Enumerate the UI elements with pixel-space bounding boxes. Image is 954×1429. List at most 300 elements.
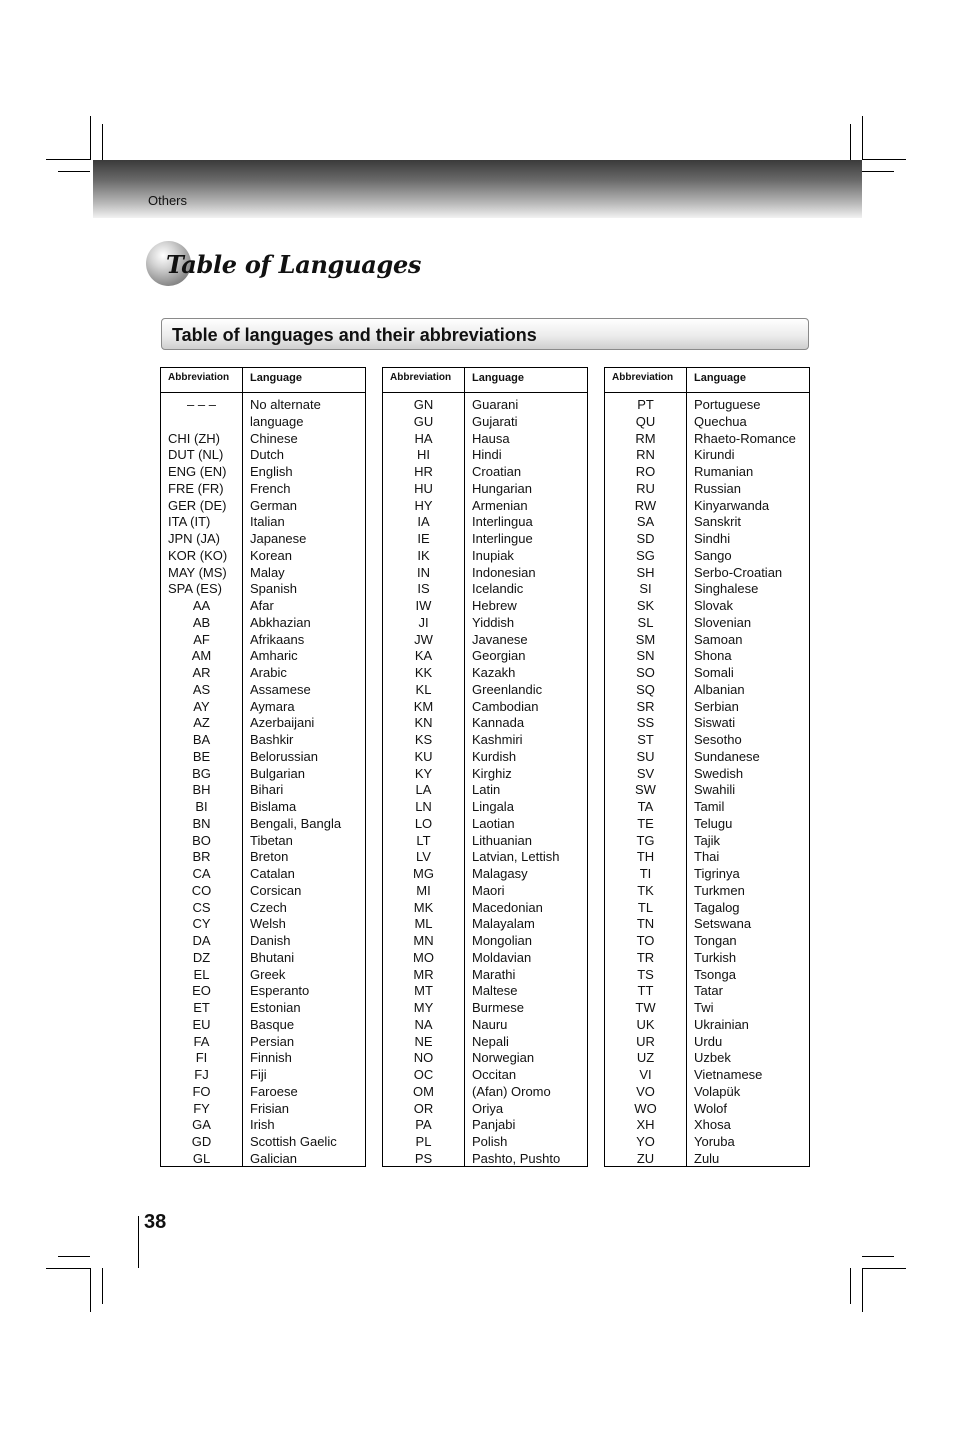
abbreviation-cell: LA — [415, 782, 432, 798]
abbreviation-cell: BI — [195, 799, 208, 814]
table-row — [383, 699, 587, 716]
language-cell: Estonian — [250, 1000, 301, 1015]
language-cell: Abkhazian — [250, 614, 311, 630]
abbreviation-cell: NE — [414, 1033, 433, 1049]
abbreviation-cell: ENG (EN) — [168, 464, 227, 479]
abbreviation-cell: TH — [636, 849, 655, 865]
table-row — [605, 699, 809, 716]
language-cell: Persian — [250, 1033, 295, 1049]
language-cell: Scottish Gaelic — [250, 1134, 337, 1149]
abbreviation-cell: EL — [193, 966, 210, 982]
abbreviation-cell: SD — [636, 531, 655, 546]
table-row — [383, 883, 587, 900]
language-cell: Marathi — [472, 966, 516, 982]
language-cell: Kashmiri — [472, 732, 523, 747]
language-cell: Siswati — [694, 715, 736, 731]
table-row — [383, 1067, 587, 1084]
language-cell: Wolof — [694, 1100, 727, 1116]
language-cell: Swedish — [694, 765, 744, 781]
language-cell: Oriya — [472, 1100, 504, 1116]
table-row — [161, 581, 365, 598]
table-row — [161, 648, 365, 665]
abbreviation-cell: NO — [413, 1050, 434, 1066]
language-cell: Latvian, Lettish — [472, 849, 560, 865]
table-row — [605, 665, 809, 682]
language-cell: Ukrainian — [694, 1016, 749, 1032]
table-row — [383, 950, 587, 967]
table-row — [383, 581, 587, 598]
language-cell: Kurdish — [472, 748, 517, 764]
abbreviation-cell: VO — [636, 1083, 655, 1099]
table-row — [383, 531, 587, 548]
abbreviation-cell: OR — [413, 1100, 434, 1116]
abbreviation-cell: AB — [192, 614, 211, 630]
abbreviation-cell: SM — [635, 631, 656, 647]
language-cell: Latin — [472, 782, 501, 798]
table-row — [605, 1017, 809, 1034]
language-cell: Faroese — [250, 1083, 298, 1099]
table-row — [161, 916, 365, 933]
language-cell: Malay — [250, 564, 285, 580]
abbreviation-cell: AM — [191, 648, 212, 664]
language-cell: (Afan) Oromo — [472, 1083, 551, 1099]
table-row — [383, 514, 587, 531]
table-row — [161, 816, 365, 833]
abbreviation-cell: YO — [636, 1134, 655, 1149]
abbreviation-cell: BH — [192, 782, 211, 798]
table-row — [605, 715, 809, 732]
table-row — [161, 665, 365, 682]
language-cell: No alternate — [250, 397, 321, 412]
table-row — [605, 782, 809, 799]
table-row — [605, 397, 809, 414]
language-cell: Tibetan — [250, 832, 293, 848]
language-cell: Slovak — [694, 598, 734, 613]
table-row — [161, 732, 365, 749]
table-row — [605, 414, 809, 431]
table-row — [605, 481, 809, 498]
language-cell: Lingala — [472, 799, 514, 814]
language-cell: Croatian — [472, 464, 522, 479]
abbreviation-cell: KU — [414, 748, 433, 764]
table-row — [383, 1101, 587, 1118]
language-cell: Spanish — [250, 581, 297, 597]
table-row — [605, 1134, 809, 1151]
abbreviation-cell: BN — [192, 815, 211, 831]
abbreviation-cell: RO — [635, 464, 656, 479]
abbreviation-cell: SK — [636, 598, 655, 613]
abbreviation-cell: ZU — [636, 1150, 655, 1166]
language-cell: Kazakh — [472, 665, 516, 680]
abbreviation-cell: TS — [637, 966, 654, 982]
abbreviation-cell: TN — [636, 916, 655, 932]
table-row — [383, 766, 587, 783]
abbreviation-cell: MK — [413, 899, 434, 915]
language-cell: Tongan — [694, 933, 737, 948]
language-cell: Yiddish — [472, 614, 515, 630]
abbreviation-cell: MO — [413, 949, 434, 965]
language-cell: Bashkir — [250, 732, 294, 747]
language-cell: Mongolian — [472, 933, 532, 948]
abbreviation-cell: TE — [637, 815, 654, 831]
abbreviation-cell: MN — [413, 933, 434, 948]
abbreviation-cell: AR — [192, 665, 211, 680]
table-row — [161, 799, 365, 816]
language-cell: Tatar — [694, 983, 723, 999]
language-cell: Bhutani — [250, 949, 295, 965]
table-row — [383, 715, 587, 732]
language-cell: Turkmen — [694, 882, 745, 898]
language-cell: Afrikaans — [250, 631, 305, 647]
abbreviation-cell: TK — [637, 882, 654, 898]
language-cell: Gujarati — [472, 413, 518, 429]
table-row — [383, 598, 587, 615]
table-row — [605, 833, 809, 850]
language-cell: Telugu — [694, 815, 733, 831]
column-header-abbreviation: Abbreviation — [168, 372, 230, 383]
language-cell: Bengali, Bangla — [250, 815, 342, 831]
table-row — [605, 531, 809, 548]
abbreviation-cell: KL — [415, 681, 432, 697]
table-row — [605, 548, 809, 565]
table-row — [605, 1101, 809, 1118]
language-cell: Danish — [250, 933, 291, 948]
abbreviation-cell: ITA (IT) — [168, 514, 211, 530]
language-cell: Icelandic — [472, 581, 524, 597]
language-cell: Urdu — [694, 1033, 723, 1049]
table-row — [383, 648, 587, 665]
table-row — [605, 1034, 809, 1051]
table-row — [383, 816, 587, 833]
table-row — [605, 967, 809, 984]
table-row — [161, 414, 365, 431]
abbreviation-cell: FY — [193, 1100, 210, 1116]
language-cell: Kannada — [472, 715, 525, 731]
language-cell: Yoruba — [694, 1134, 735, 1149]
abbreviation-cell: KN — [414, 715, 433, 731]
abbreviation-cell: BE — [192, 748, 211, 764]
abbreviation-cell: IW — [415, 598, 432, 613]
table-row — [161, 933, 365, 950]
language-cell: Tamil — [694, 799, 725, 814]
language-cell: Turkish — [694, 949, 737, 965]
abbreviation-cell: HA — [414, 430, 433, 446]
table-row — [605, 1050, 809, 1067]
table-row — [161, 1151, 365, 1168]
language-cell: Polish — [472, 1134, 508, 1149]
language-cell: Shona — [694, 648, 732, 664]
column-header-language: Language — [694, 372, 746, 384]
language-cell: Assamese — [250, 681, 311, 697]
abbreviation-cell: ET — [193, 1000, 210, 1015]
abbreviation-cell: GL — [192, 1150, 211, 1166]
table-row — [383, 1117, 587, 1134]
table-row — [383, 866, 587, 883]
language-cell: Frisian — [250, 1100, 290, 1116]
abbreviation-cell: MR — [413, 966, 434, 982]
abbreviation-cell: TA — [637, 799, 654, 814]
language-cell: Cambodian — [472, 698, 539, 714]
language-cell: Bulgarian — [250, 765, 305, 781]
language-cell: Kirundi — [694, 447, 735, 463]
table-rows — [605, 397, 809, 1168]
language-cell: Norwegian — [472, 1050, 535, 1066]
abbreviation-cell: MI — [416, 882, 431, 898]
table-row — [161, 1117, 365, 1134]
table-row — [605, 1067, 809, 1084]
table-row — [383, 1000, 587, 1017]
abbreviation-cell: XH — [636, 1117, 655, 1133]
language-cell: Indonesian — [472, 564, 536, 580]
abbreviation-cell: BA — [192, 732, 211, 747]
language-cell: Russian — [694, 480, 741, 496]
abbreviation-cell: AZ — [193, 715, 210, 731]
language-cell: Breton — [250, 849, 289, 865]
language-cell: Hindi — [472, 447, 502, 463]
table-rows — [383, 397, 587, 1168]
abbreviation-cell: SO — [636, 665, 655, 680]
table-row — [161, 950, 365, 967]
table-row — [161, 749, 365, 766]
abbreviation-cell: HY — [414, 497, 433, 513]
table-row — [605, 565, 809, 582]
language-cell: Greek — [250, 966, 286, 982]
table-row — [383, 732, 587, 749]
table-row — [605, 732, 809, 749]
table-row — [383, 615, 587, 632]
table-row — [161, 481, 365, 498]
abbreviation-cell: RN — [636, 447, 655, 463]
table-row — [605, 1000, 809, 1017]
table-row — [161, 615, 365, 632]
abbreviation-cell: TG — [636, 832, 655, 848]
abbreviation-cell: DZ — [192, 949, 211, 965]
table-row — [383, 1151, 587, 1168]
abbreviation-cell: PA — [415, 1117, 432, 1133]
table-row — [383, 447, 587, 464]
language-cell: French — [250, 480, 291, 496]
table-row — [605, 632, 809, 649]
abbreviation-cell: AF — [193, 631, 210, 647]
table-row — [605, 1084, 809, 1101]
table-row — [161, 1050, 365, 1067]
language-cell: Tajik — [694, 832, 721, 848]
language-cell: Somali — [694, 665, 734, 680]
abbreviation-cell: CS — [192, 899, 211, 915]
table-row — [161, 632, 365, 649]
language-cell: Malagasy — [472, 866, 528, 881]
table-row — [161, 1000, 365, 1017]
table-row — [383, 749, 587, 766]
language-cell: Sango — [694, 547, 732, 563]
column-header-abbreviation: Abbreviation — [612, 372, 674, 383]
table-row — [605, 883, 809, 900]
table-row — [605, 498, 809, 515]
table-row — [605, 816, 809, 833]
language-cell: Irish — [250, 1117, 275, 1133]
table-row — [605, 514, 809, 531]
abbreviation-cell: KM — [413, 698, 434, 714]
section-label: Others — [148, 193, 188, 208]
language-cell: Amharic — [250, 648, 298, 664]
table-row — [161, 866, 365, 883]
language-cell: Panjabi — [472, 1117, 516, 1133]
column-header-abbreviation: Abbreviation — [390, 372, 452, 383]
table-row — [161, 1134, 365, 1151]
table-row — [161, 498, 365, 515]
abbreviation-cell: NA — [414, 1016, 433, 1032]
language-cell: Sindhi — [694, 531, 731, 546]
table-row — [605, 464, 809, 481]
table-row — [605, 799, 809, 816]
table-row — [161, 699, 365, 716]
table-row — [383, 833, 587, 850]
language-cell: Galician — [250, 1150, 297, 1166]
language-cell: Greenlandic — [472, 681, 543, 697]
table-row — [161, 397, 365, 414]
table-row — [605, 598, 809, 615]
abbreviation-cell: OC — [413, 1067, 434, 1082]
abbreviation-cell: TL — [637, 899, 654, 915]
language-cell: Hungarian — [472, 480, 532, 496]
table-row — [161, 464, 365, 481]
table-row — [605, 749, 809, 766]
language-cell: Armenian — [472, 497, 528, 513]
abbreviation-cell: SL — [637, 614, 654, 630]
table-row — [383, 983, 587, 1000]
language-cell: Sesotho — [694, 732, 742, 747]
abbreviation-cell: SW — [635, 782, 656, 798]
language-cell: Thai — [694, 849, 720, 865]
language-cell: Arabic — [250, 665, 287, 680]
abbreviation-cell: FJ — [194, 1067, 209, 1082]
abbreviation-cell: TO — [636, 933, 655, 948]
language-cell: Rumanian — [694, 464, 754, 479]
language-cell: German — [250, 497, 297, 513]
language-cell: Volapük — [694, 1083, 741, 1099]
abbreviation-cell: CO — [191, 882, 212, 898]
abbreviation-cell: TW — [635, 1000, 656, 1015]
abbreviation-cell: JPN (JA) — [168, 531, 220, 546]
table-row — [605, 916, 809, 933]
table-row — [605, 849, 809, 866]
abbreviation-cell: FRE (FR) — [168, 480, 224, 496]
subheading-box — [161, 318, 809, 350]
language-cell: Setswana — [694, 916, 752, 932]
abbreviation-cell: DUT (NL) — [168, 447, 224, 463]
language-cell: Javanese — [472, 631, 528, 647]
page-number: 38 — [144, 1211, 167, 1233]
abbreviation-cell: GD — [191, 1134, 212, 1149]
table-row — [383, 1017, 587, 1034]
table-row — [161, 565, 365, 582]
abbreviation-cell: MT — [414, 983, 433, 999]
header-band — [93, 160, 862, 218]
abbreviation-cell: BO — [192, 832, 211, 848]
abbreviation-cell: RM — [635, 430, 656, 446]
abbreviation-cell: SV — [636, 765, 655, 781]
abbreviation-cell: SR — [636, 698, 655, 714]
table-row — [605, 682, 809, 699]
language-cell: Slovenian — [694, 614, 752, 630]
abbreviation-cell: FO — [192, 1083, 211, 1099]
language-cell: Esperanto — [250, 983, 310, 999]
abbreviation-cell: SPA (ES) — [168, 581, 222, 597]
language-cell: Zulu — [694, 1150, 720, 1166]
language-table-1 — [160, 367, 366, 1167]
table-row — [161, 447, 365, 464]
language-cell: Nepali — [472, 1033, 509, 1049]
table-row — [161, 1101, 365, 1118]
abbreviation-cell: CY — [192, 916, 211, 932]
abbreviation-cell: QU — [635, 413, 656, 429]
abbreviation-cell: WO — [634, 1100, 657, 1116]
table-row — [383, 1034, 587, 1051]
language-cell: Welsh — [250, 916, 286, 932]
table-row — [605, 983, 809, 1000]
abbreviation-cell: HI — [417, 447, 430, 463]
table-row — [161, 514, 365, 531]
language-cell: Tagalog — [694, 899, 740, 915]
table-row — [161, 833, 365, 850]
language-cell: Burmese — [472, 1000, 525, 1015]
abbreviation-cell: UZ — [636, 1050, 655, 1066]
abbreviation-cell: EO — [192, 983, 211, 999]
language-cell: Catalan — [250, 866, 295, 881]
language-cell: Hebrew — [472, 598, 517, 613]
abbreviation-cell: OM — [413, 1083, 434, 1099]
language-cell: Uzbek — [694, 1050, 731, 1066]
table-row — [383, 665, 587, 682]
language-cell: Finnish — [250, 1050, 292, 1066]
language-cell: Quechua — [694, 413, 747, 429]
abbreviation-cell: SN — [636, 648, 655, 664]
abbreviation-cell: ML — [414, 916, 433, 932]
abbreviation-cell: LT — [416, 832, 431, 848]
abbreviation-cell: KS — [414, 732, 433, 747]
language-cell: Chinese — [250, 430, 298, 446]
language-cell: Serbian — [694, 698, 739, 714]
table-row — [605, 447, 809, 464]
table-row — [383, 849, 587, 866]
table-row — [161, 782, 365, 799]
table-row — [605, 766, 809, 783]
table-row — [161, 1017, 365, 1034]
language-cell: Interlingue — [472, 531, 533, 546]
table-row — [605, 1151, 809, 1168]
language-cell: Portuguese — [694, 397, 761, 412]
table-row — [383, 464, 587, 481]
abbreviation-cell: BG — [192, 765, 211, 781]
language-table-2 — [382, 367, 588, 1167]
language-cell: Singhalese — [694, 581, 759, 597]
language-cell: Vietnamese — [694, 1067, 763, 1082]
language-cell: Dutch — [250, 447, 284, 463]
language-cell: Twi — [694, 1000, 714, 1015]
table-row — [383, 967, 587, 984]
language-cell: Corsican — [250, 882, 302, 898]
table-row — [605, 615, 809, 632]
table-row — [383, 782, 587, 799]
subheading: Table of languages and their abbreviations — [172, 325, 537, 345]
abbreviation-cell: KY — [414, 765, 433, 781]
abbreviation-cell: LV — [416, 849, 431, 865]
language-cell: Korean — [250, 547, 292, 563]
language-cell: Aymara — [250, 698, 295, 714]
table-row — [161, 883, 365, 900]
table-row — [605, 900, 809, 917]
language-cell: Maltese — [472, 983, 518, 999]
